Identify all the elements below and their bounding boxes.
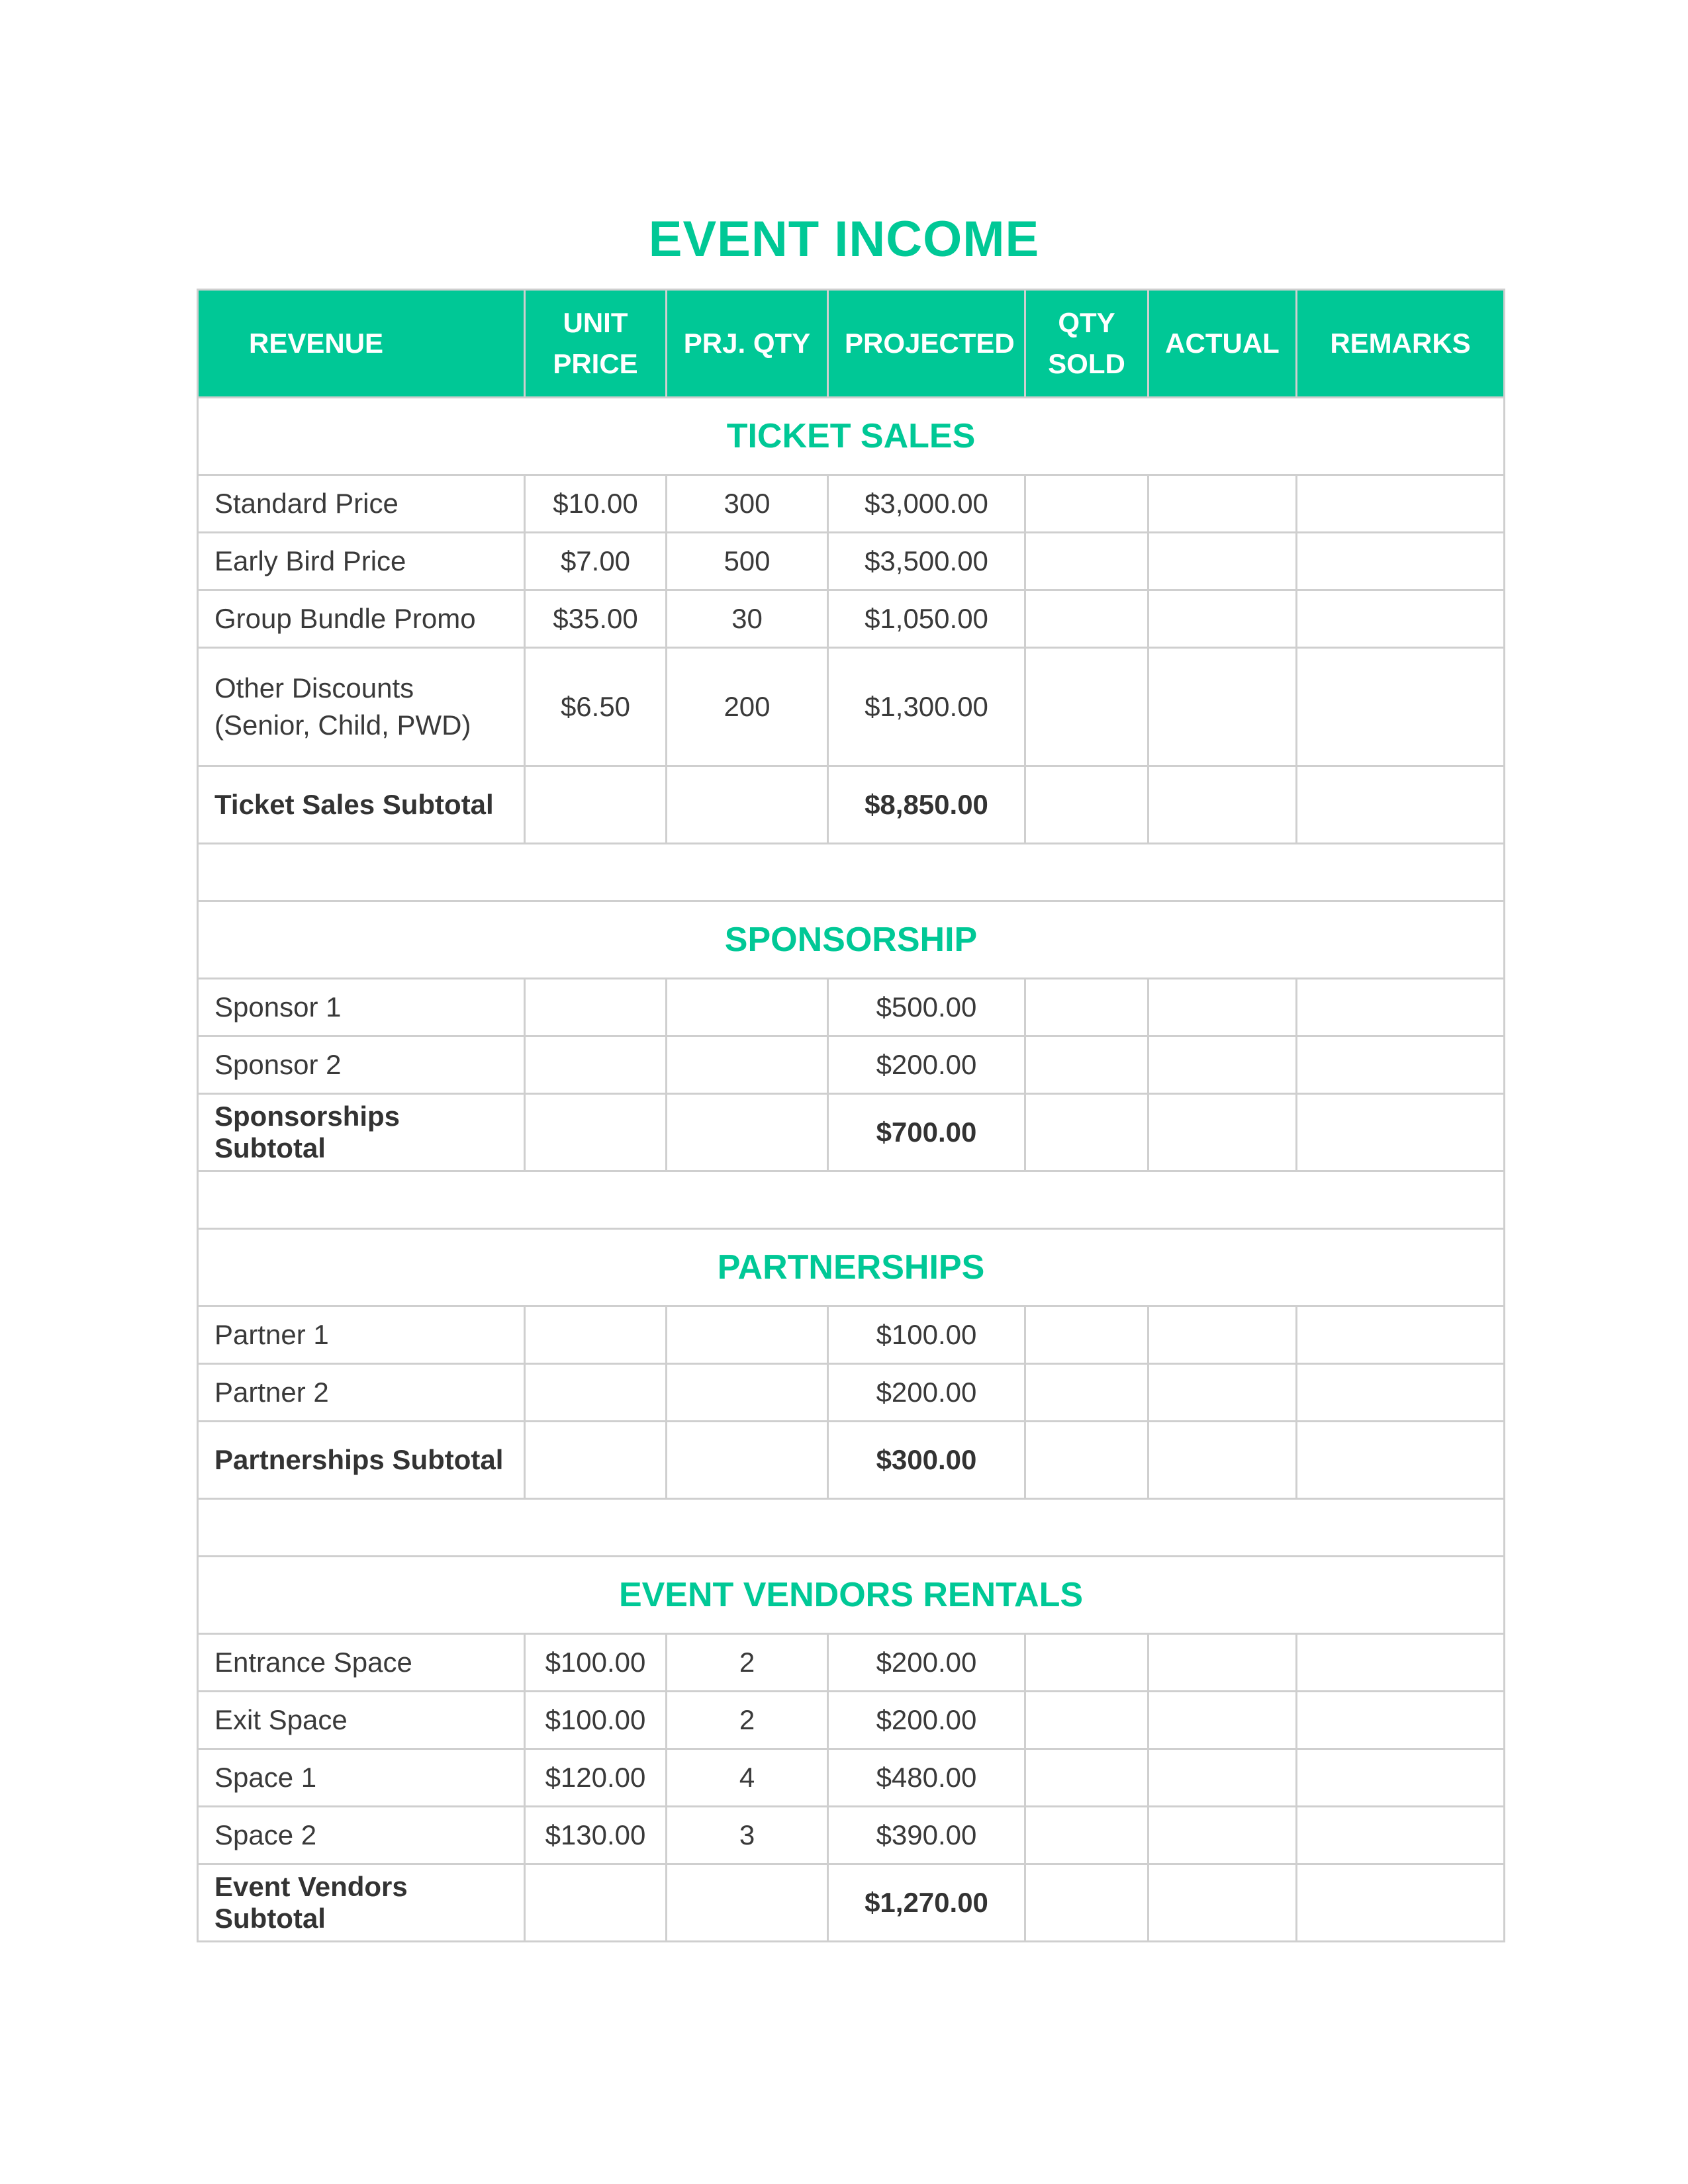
projected-cell: $1,050.00 xyxy=(828,590,1025,648)
subtotal-value: $300.00 xyxy=(828,1422,1025,1499)
remarks-cell[interactable] xyxy=(1297,766,1505,844)
table-row xyxy=(198,533,1505,590)
unit-price-cell xyxy=(525,1864,667,1942)
remarks-cell[interactable] xyxy=(1297,648,1505,766)
projected-cell: $1,300.00 xyxy=(828,648,1025,766)
projected-cell: $3,000.00 xyxy=(828,475,1025,533)
unit-price-cell: $130.00 xyxy=(525,1807,667,1864)
remarks-cell[interactable] xyxy=(1297,1807,1505,1864)
qty-sold-cell[interactable] xyxy=(1025,1422,1149,1499)
row-label: Sponsor 2 xyxy=(198,1036,525,1094)
section-ticket-sales xyxy=(198,398,1505,475)
spacer-cell xyxy=(198,1171,1505,1229)
page-title: EVENT INCOME xyxy=(648,211,1040,267)
qty-sold-cell[interactable] xyxy=(1025,1807,1149,1864)
remarks-cell[interactable] xyxy=(1297,533,1505,590)
unit-price-cell xyxy=(525,1094,667,1171)
actual-cell[interactable] xyxy=(1149,1864,1297,1942)
subtotal-value: $700.00 xyxy=(828,1094,1025,1171)
header-qty-sold: QTY SOLD xyxy=(1025,290,1149,398)
qty-sold-cell[interactable] xyxy=(1025,1692,1149,1749)
unit-price-cell: $120.00 xyxy=(525,1749,667,1807)
table-row xyxy=(198,1807,1505,1864)
qty-sold-cell[interactable] xyxy=(1025,1364,1149,1422)
projected-cell: $3,500.00 xyxy=(828,533,1025,590)
section-event-vendors xyxy=(198,1557,1505,1634)
spacer-row xyxy=(198,1499,1505,1557)
section-heading: PARTNERSHIPS xyxy=(198,1229,1505,1306)
header-revenue: REVENUE xyxy=(198,290,525,398)
prj-qty-cell xyxy=(667,1422,828,1499)
subtotal-row xyxy=(198,766,1505,844)
qty-sold-cell[interactable] xyxy=(1025,1036,1149,1094)
subtotal-row xyxy=(198,1864,1505,1942)
qty-sold-cell[interactable] xyxy=(1025,533,1149,590)
unit-price-cell: $100.00 xyxy=(525,1634,667,1692)
table-row xyxy=(198,1306,1505,1364)
subtotal-label: Partnerships Subtotal xyxy=(198,1422,525,1499)
actual-cell[interactable] xyxy=(1149,1807,1297,1864)
row-label: Early Bird Price xyxy=(198,533,525,590)
subtotal-label: Ticket Sales Subtotal xyxy=(198,766,525,844)
qty-sold-cell[interactable] xyxy=(1025,1864,1149,1942)
prj-qty-cell: 3 xyxy=(667,1807,828,1864)
row-label: Partner 1 xyxy=(198,1306,525,1364)
prj-qty-cell[interactable] xyxy=(667,1306,828,1364)
header-projected: PROJECTED xyxy=(828,290,1025,398)
subtotal-value: $8,850.00 xyxy=(828,766,1025,844)
qty-sold-cell[interactable] xyxy=(1025,979,1149,1036)
remarks-cell[interactable] xyxy=(1297,1692,1505,1749)
prj-qty-cell xyxy=(667,1094,828,1171)
actual-cell[interactable] xyxy=(1149,1364,1297,1422)
projected-cell: $390.00 xyxy=(828,1807,1025,1864)
prj-qty-cell xyxy=(667,766,828,844)
table-row xyxy=(198,590,1505,648)
spacer-row xyxy=(198,1171,1505,1229)
prj-qty-cell: 500 xyxy=(667,533,828,590)
prj-qty-cell: 200 xyxy=(667,648,828,766)
remarks-cell[interactable] xyxy=(1297,1364,1505,1422)
table-row xyxy=(198,1364,1505,1422)
spacer-cell xyxy=(198,844,1505,901)
remarks-cell[interactable] xyxy=(1297,1306,1505,1364)
projected-cell: $200.00 xyxy=(828,1692,1025,1749)
header-remarks: REMARKS xyxy=(1297,290,1505,398)
qty-sold-cell[interactable] xyxy=(1025,648,1149,766)
spacer-row xyxy=(198,844,1505,901)
prj-qty-cell: 4 xyxy=(667,1749,828,1807)
row-label: Entrance Space xyxy=(198,1634,525,1692)
remarks-cell[interactable] xyxy=(1297,475,1505,533)
actual-cell[interactable] xyxy=(1149,1306,1297,1364)
remarks-cell[interactable] xyxy=(1297,1422,1505,1499)
unit-price-cell: $100.00 xyxy=(525,1692,667,1749)
prj-qty-cell: 300 xyxy=(667,475,828,533)
prj-qty-cell[interactable] xyxy=(667,1036,828,1094)
unit-price-cell[interactable] xyxy=(525,1306,667,1364)
qty-sold-cell[interactable] xyxy=(1025,475,1149,533)
row-label: Standard Price xyxy=(198,475,525,533)
section-sponsorship xyxy=(198,901,1505,979)
remarks-cell[interactable] xyxy=(1297,979,1505,1036)
table-row xyxy=(198,475,1505,533)
row-label: Space 2 xyxy=(198,1807,525,1864)
actual-cell[interactable] xyxy=(1149,979,1297,1036)
unit-price-cell: $6.50 xyxy=(525,648,667,766)
actual-cell[interactable] xyxy=(1149,475,1297,533)
prj-qty-cell: 30 xyxy=(667,590,828,648)
remarks-cell[interactable] xyxy=(1297,1094,1505,1171)
projected-cell: $200.00 xyxy=(828,1634,1025,1692)
prj-qty-cell[interactable] xyxy=(667,979,828,1036)
unit-price-cell: $7.00 xyxy=(525,533,667,590)
section-heading: TICKET SALES xyxy=(198,398,1505,475)
section-heading: EVENT VENDORS RENTALS xyxy=(198,1557,1505,1634)
row-label: Group Bundle Promo xyxy=(198,590,525,648)
qty-sold-cell[interactable] xyxy=(1025,1094,1149,1171)
actual-cell[interactable] xyxy=(1149,533,1297,590)
table-row xyxy=(198,1692,1505,1749)
subtotal-value: $1,270.00 xyxy=(828,1864,1025,1942)
actual-cell[interactable] xyxy=(1149,590,1297,648)
subtotal-row xyxy=(198,1094,1505,1171)
table-row xyxy=(198,1036,1505,1094)
remarks-cell[interactable] xyxy=(1297,1634,1505,1692)
unit-price-cell xyxy=(525,1422,667,1499)
unit-price-cell[interactable] xyxy=(525,1036,667,1094)
prj-qty-cell[interactable] xyxy=(667,1364,828,1422)
header-prj-qty: PRJ. QTY xyxy=(667,290,828,398)
remarks-cell[interactable] xyxy=(1297,1036,1505,1094)
actual-cell[interactable] xyxy=(1149,1422,1297,1499)
table-row xyxy=(198,648,1505,766)
projected-cell: $100.00 xyxy=(828,1306,1025,1364)
row-label: Space 1 xyxy=(198,1749,525,1807)
unit-price-cell[interactable] xyxy=(525,979,667,1036)
unit-price-cell[interactable] xyxy=(525,1364,667,1422)
section-partnerships xyxy=(198,1229,1505,1306)
spacer-cell xyxy=(198,1499,1505,1557)
prj-qty-cell: 2 xyxy=(667,1692,828,1749)
prj-qty-cell: 2 xyxy=(667,1634,828,1692)
actual-cell[interactable] xyxy=(1149,648,1297,766)
subtotal-label: Sponsorships Subtotal xyxy=(198,1094,525,1171)
qty-sold-cell[interactable] xyxy=(1025,1634,1149,1692)
table-row xyxy=(198,1634,1505,1692)
unit-price-cell xyxy=(525,766,667,844)
table-row xyxy=(198,1749,1505,1807)
projected-cell: $500.00 xyxy=(828,979,1025,1036)
actual-cell[interactable] xyxy=(1149,1036,1297,1094)
actual-cell[interactable] xyxy=(1149,1692,1297,1749)
row-label: Partner 2 xyxy=(198,1364,525,1422)
qty-sold-cell[interactable] xyxy=(1025,1306,1149,1364)
table-row xyxy=(198,979,1505,1036)
unit-price-cell: $35.00 xyxy=(525,590,667,648)
header-actual: ACTUAL xyxy=(1149,290,1297,398)
qty-sold-cell[interactable] xyxy=(1025,590,1149,648)
projected-cell: $480.00 xyxy=(828,1749,1025,1807)
actual-cell[interactable] xyxy=(1149,1634,1297,1692)
projected-cell: $200.00 xyxy=(828,1036,1025,1094)
actual-cell[interactable] xyxy=(1149,1749,1297,1807)
actual-cell[interactable] xyxy=(1149,1094,1297,1171)
header-row xyxy=(198,290,1505,398)
projected-cell: $200.00 xyxy=(828,1364,1025,1422)
actual-cell[interactable] xyxy=(1149,766,1297,844)
subtotal-row xyxy=(198,1422,1505,1499)
prj-qty-cell xyxy=(667,1864,828,1942)
header-unit-price: UNIT PRICE xyxy=(525,290,667,398)
subtotal-label: Event Vendors Subtotal xyxy=(198,1864,525,1942)
remarks-cell[interactable] xyxy=(1297,1749,1505,1807)
row-label: Sponsor 1 xyxy=(198,979,525,1036)
event-income-table xyxy=(197,289,1505,1942)
remarks-cell[interactable] xyxy=(1297,590,1505,648)
unit-price-cell: $10.00 xyxy=(525,475,667,533)
qty-sold-cell[interactable] xyxy=(1025,766,1149,844)
remarks-cell[interactable] xyxy=(1297,1864,1505,1942)
row-label: Other Discounts (Senior, Child, PWD) xyxy=(198,648,525,766)
section-heading: SPONSORSHIP xyxy=(198,901,1505,979)
qty-sold-cell[interactable] xyxy=(1025,1749,1149,1807)
row-label: Exit Space xyxy=(198,1692,525,1749)
